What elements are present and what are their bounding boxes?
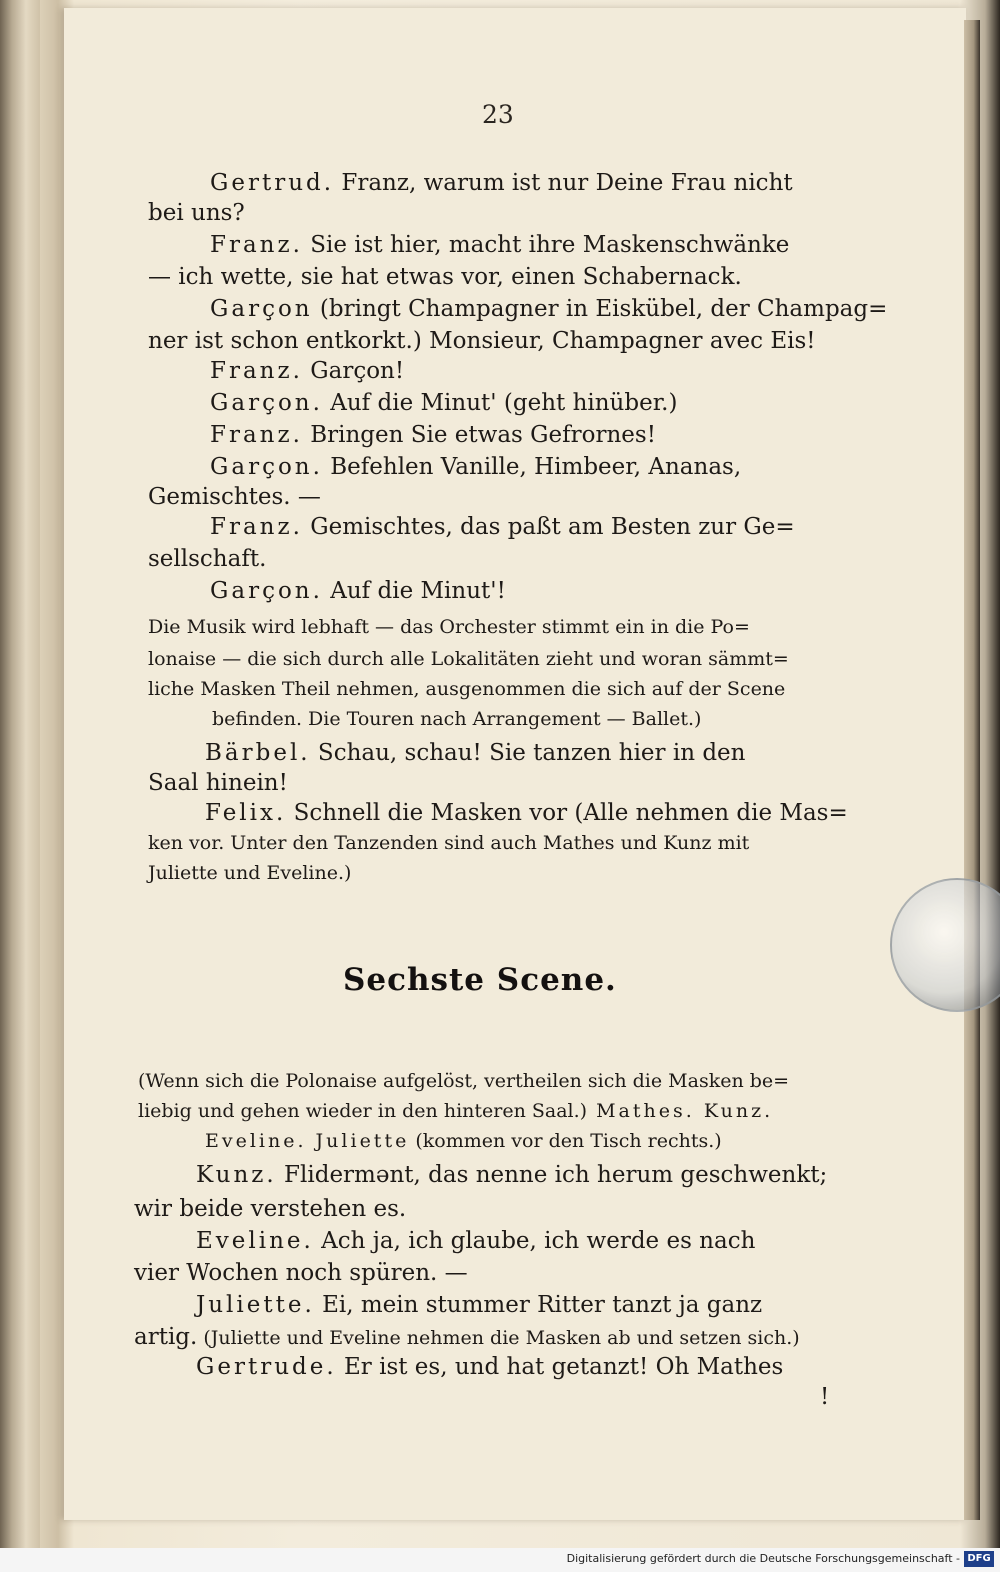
text-line <box>148 862 351 884</box>
text-line <box>148 484 321 510</box>
line-text: befinden. Die Touren nach Arrangement — Ballet.) <box>212 708 702 730</box>
line-text: Saal hinein! <box>148 770 288 796</box>
line-text: Gemischtes. — <box>148 484 321 510</box>
speaker-name: Eveline. <box>196 1228 314 1254</box>
speaker-name: Franz. <box>210 514 303 540</box>
page-number: 23 <box>482 100 514 129</box>
text-line <box>196 1354 783 1380</box>
text-line <box>148 264 742 290</box>
text-line <box>148 200 245 226</box>
text-line <box>210 170 793 196</box>
speaker-name: Gertrud. <box>210 170 335 196</box>
text-line <box>196 1228 755 1254</box>
line-text: (kommen vor den Tisch rechts.) <box>409 1130 722 1152</box>
line-text: sellschaft. <box>148 546 267 572</box>
text-line <box>210 296 887 322</box>
text-line <box>210 390 677 416</box>
line-text: artig. <box>134 1324 198 1350</box>
line-text: Flidermənt, das nenne ich herum geschwenkt; <box>276 1162 828 1188</box>
speaker-name: Gertrude. <box>196 1354 337 1380</box>
line-text: lonaise — die sich durch alle Lokalitäten zieht und woran sämmt= <box>148 648 789 670</box>
speaker-name: Mathes. Kunz. <box>587 1100 774 1122</box>
line-text: Er ist es, und hat getanzt! Oh Mathes <box>336 1354 784 1380</box>
speaker-name: Kunz. <box>196 1162 277 1188</box>
text-line <box>148 616 750 638</box>
text-line <box>196 1292 762 1318</box>
line-text: (Juliette und Eveline nehmen die Masken ab und setzen sich.) <box>197 1327 800 1349</box>
text-line <box>134 1196 406 1222</box>
line-text: Ei, mein stummer Ritter tanzt ja ganz <box>314 1292 763 1318</box>
line-text: (Wenn sich die Polonaise aufgelöst, vertheilen sich die Masken be= <box>138 1070 790 1092</box>
text-line <box>148 648 789 670</box>
speaker-name: Garçon. <box>210 454 323 480</box>
speaker-name: Franz. <box>210 422 303 448</box>
line-text: Gemischtes, das paßt am Besten zur Ge= <box>302 514 795 540</box>
text-line <box>148 832 749 854</box>
text-line <box>148 328 816 354</box>
line-text: Die Musik wird lebhaft — das Orchester stimmt ein in die Po= <box>148 616 750 638</box>
speaker-name: Juliette. <box>196 1292 315 1318</box>
line-text: ! <box>820 1384 830 1410</box>
line-text: vier Wochen noch spüren. — <box>134 1260 468 1286</box>
scene-heading: Sechste Scene. <box>343 962 617 998</box>
speaker-name: Garçon <box>210 296 313 322</box>
line-text: Bringen Sie etwas Gefrornes! <box>302 422 656 448</box>
text-line <box>820 1384 829 1410</box>
text-line <box>210 232 789 258</box>
line-text: Auf die Minut' (geht hinüber.) <box>322 390 678 416</box>
text-line <box>210 578 506 604</box>
line-text: Juliette und Eveline.) <box>148 862 352 884</box>
text-line <box>210 358 404 384</box>
text-line <box>205 740 745 766</box>
speaker-name: Eveline. Juliette <box>205 1130 410 1152</box>
text-line <box>134 1260 468 1286</box>
text-line <box>210 422 656 448</box>
speaker-name: Bärbel. <box>205 740 311 766</box>
text-line <box>148 770 288 796</box>
line-text: bei uns? <box>148 200 245 226</box>
footer-bar <box>0 1548 1000 1572</box>
text-line <box>138 1070 789 1092</box>
text-line <box>196 1162 827 1188</box>
line-text: Sie ist hier, macht ihre Maskenschwänke <box>302 232 790 258</box>
text-line <box>138 1100 773 1122</box>
line-text: (bringt Champagner in Eiskübel, der Champag= <box>312 296 888 322</box>
footer-credit: Digitalisierung gefördert durch die Deutsche Forschungsgemeinschaft - <box>566 1552 960 1565</box>
speaker-name: Felix. <box>205 800 287 826</box>
line-text: — ich wette, sie hat etwas vor, einen Schabernack. <box>148 264 742 290</box>
line-text: ken vor. Unter den Tanzenden sind auch Mathes und Kunz mit <box>148 832 750 854</box>
text-line <box>148 678 785 700</box>
speaker-name: Garçon. <box>210 578 323 604</box>
line-text: Befehlen Vanille, Himbeer, Ananas, <box>322 454 742 480</box>
left-page-edge <box>0 0 40 1548</box>
speaker-name: Garçon. <box>210 390 323 416</box>
right-page-edge <box>964 20 980 1520</box>
line-text: Garçon! <box>302 358 405 384</box>
line-text: Franz, warum ist nur Deine Frau nicht <box>334 170 793 196</box>
text-line <box>205 1130 722 1152</box>
text-line <box>205 800 848 826</box>
text-line <box>210 514 795 540</box>
speaker-name: Franz. <box>210 232 303 258</box>
text-line <box>212 708 701 730</box>
speaker-name: Franz. <box>210 358 303 384</box>
text-line <box>210 454 741 480</box>
line-text: Schau, schau! Sie tanzen hier in den <box>310 740 746 766</box>
text-line <box>134 1324 800 1350</box>
line-text: wir beide verstehen es. <box>134 1196 407 1222</box>
dfg-logo: DFG <box>964 1551 994 1567</box>
line-text: liebig und gehen wieder in den hinteren Saal.) <box>138 1100 588 1122</box>
text-line <box>148 546 266 572</box>
line-text: Ach ja, ich glaube, ich werde es nach <box>313 1228 756 1254</box>
line-text: ner ist schon entkorkt.) Monsieur, Champagner avec Eis! <box>148 328 816 354</box>
line-text: Schnell die Masken vor (Alle nehmen die Mas= <box>286 800 848 826</box>
line-text: Auf die Minut'! <box>322 578 506 604</box>
line-text: liche Masken Theil nehmen, ausgenommen die sich auf der Scene <box>148 678 786 700</box>
